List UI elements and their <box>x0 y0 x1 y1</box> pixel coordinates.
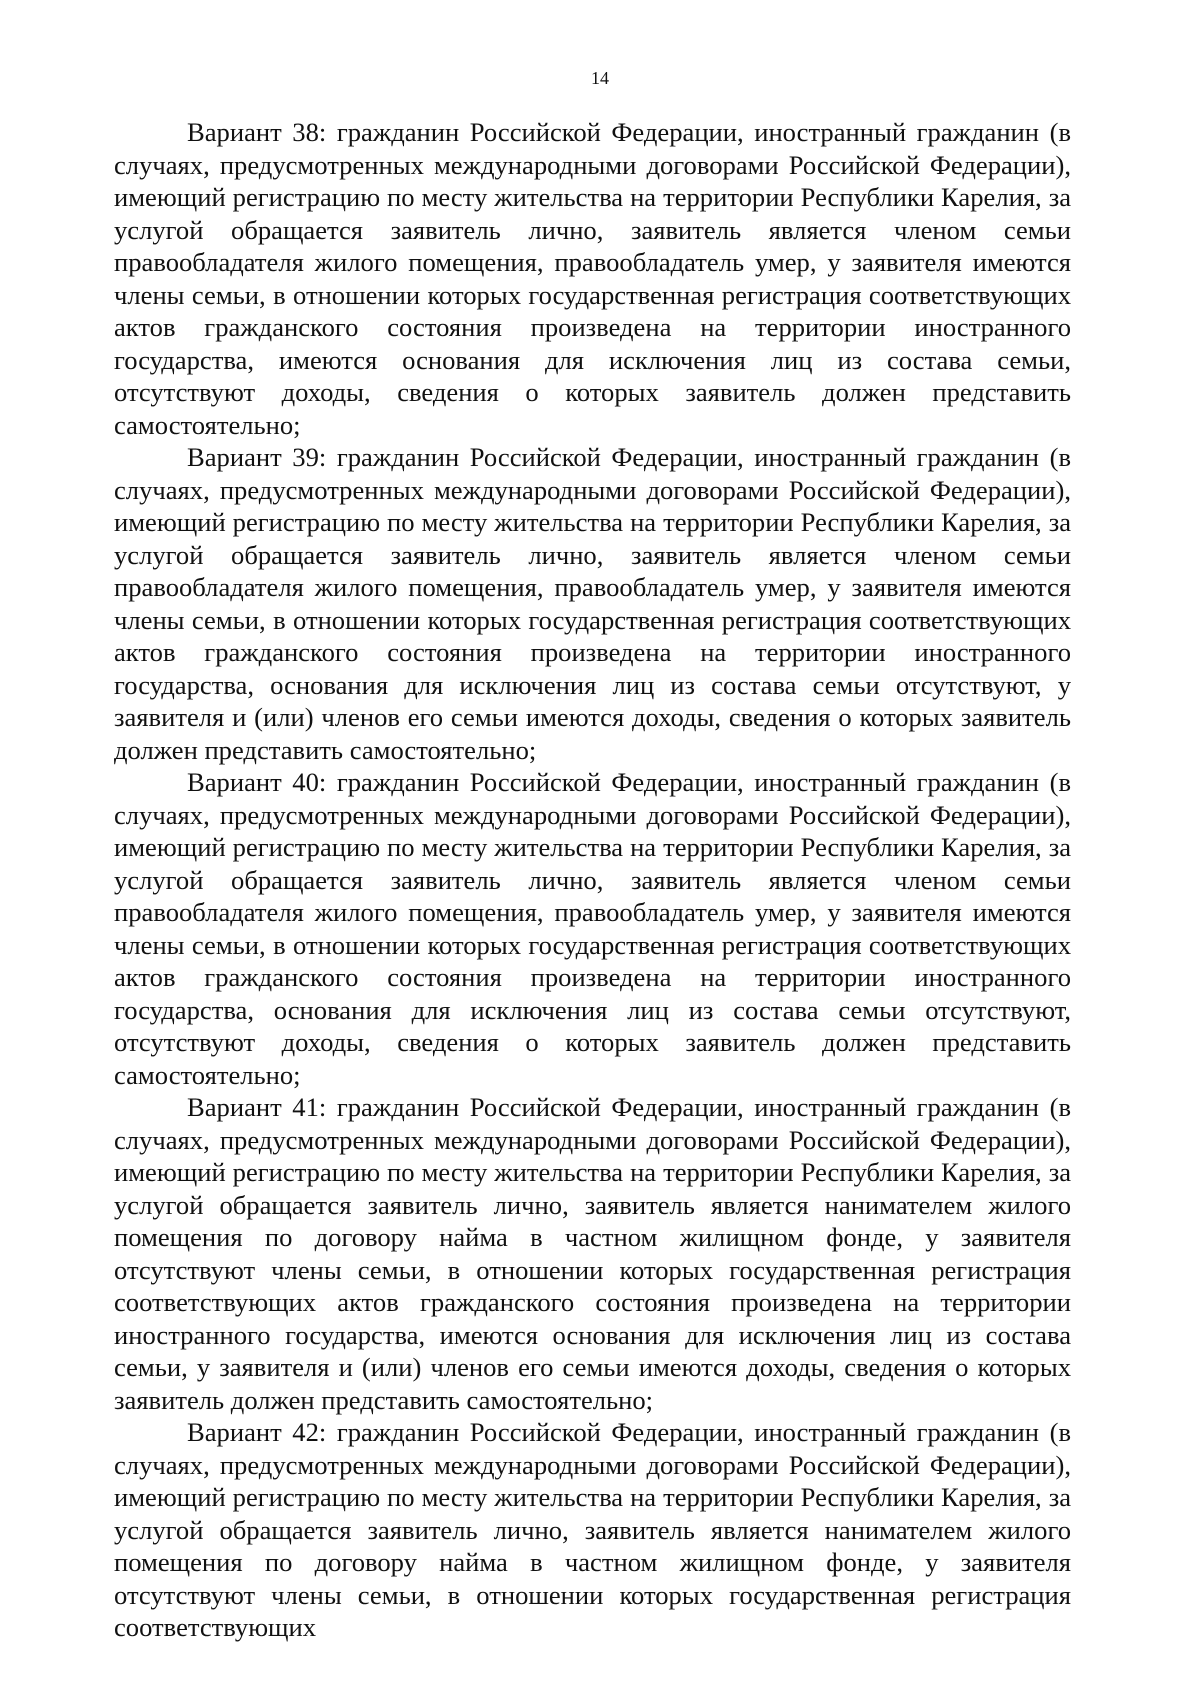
paragraph-variant-41: Вариант 41: гражданин Российской Федерации, иностранный гражданин (в случаях, предусмотренных международными договорами Российской Федерации), имеющий регистрацию по месту жительства на территории Республики Карелия, за услугой обращается заявитель лично, заявитель является нанимателем жилого помещения по договору найма в частном жилищном фонде, у заявителя отсутствуют члены семьи, в отношении которых государственная регистрация соответствующих актов гражданского состояния произведена на территории иностранного государства, имеются основания для исключения лиц из состава семьи, у заявителя и (или) членов его семьи имеются доходы, сведения о которых заявитель должен представить самостоятельно; <box>114 1092 1071 1415</box>
document-body <box>114 116 1071 1644</box>
paragraph-variant-40: Вариант 40: гражданин Российской Федерации, иностранный гражданин (в случаях, предусмотренных международными договорами Российской Федерации), имеющий регистрацию по месту жительства на территории Республики Карелия, за услугой обращается заявитель лично, заявитель является членом семьи правообладателя жилого помещения, правообладатель умер, у заявителя имеются члены семьи, в отношении которых государственная регистрация соответствующих актов гражданского состояния произведена на территории иностранного государства, основания для исключения лиц из состава семьи отсутствуют, отсутствуют доходы, сведения о которых заявитель должен представить самостоятельно; <box>114 767 1071 1090</box>
page-number: 14 <box>591 68 609 88</box>
paragraph-variant-39: Вариант 39: гражданин Российской Федерации, иностранный гражданин (в случаях, предусмотренных международными договорами Российской Федерации), имеющий регистрацию по месту жительства на территории Республики Карелия, за услугой обращается заявитель лично, заявитель является членом семьи правообладателя жилого помещения, правообладатель умер, у заявителя имеются члены семьи, в отношении которых государственная регистрация соответствующих актов гражданского состояния произведена на территории иностранного государства, основания для исключения лиц из состава семьи отсутствуют, у заявителя и (или) членов его семьи имеются доходы, сведения о которых заявитель должен представить самостоятельно; <box>114 442 1071 765</box>
paragraph-variant-42: Вариант 42: гражданин Российской Федерации, иностранный гражданин (в случаях, предусмотренных международными договорами Российской Федерации), имеющий регистрацию по месту жительства на территории Республики Карелия, за услугой обращается заявитель лично, заявитель является нанимателем жилого помещения по договору найма в частном жилищном фонде, у заявителя отсутствуют члены семьи, в отношении которых государственная регистрация соответствующих <box>114 1417 1071 1642</box>
paragraph-variant-38: Вариант 38: гражданин Российской Федерации, иностранный гражданин (в случаях, предусмотренных международными договорами Российской Федерации), имеющий регистрацию по месту жительства на территории Республики Карелия, за услугой обращается заявитель лично, заявитель является членом семьи правообладателя жилого помещения, правообладатель умер, у заявителя имеются члены семьи, в отношении которых государственная регистрация соответствующих актов гражданского состояния произведена на территории иностранного государства, имеются основания для исключения лиц из состава семьи, отсутствуют доходы, сведения о которых заявитель должен представить самостоятельно; <box>114 117 1071 440</box>
